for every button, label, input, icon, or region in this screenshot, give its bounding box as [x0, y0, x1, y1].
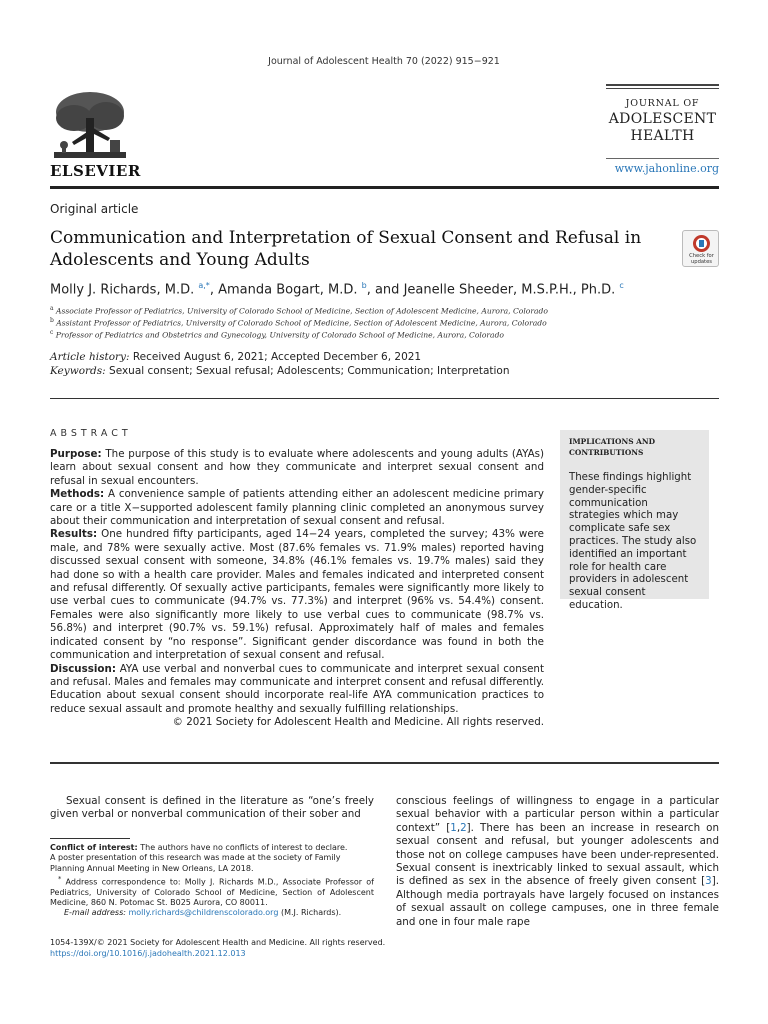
abstract-heading: ABSTRACT	[50, 428, 132, 439]
journal-box	[606, 84, 719, 186]
affiliation-mark: a	[50, 305, 54, 312]
abstract-copyright: © 2021 Society for Adolescent Health and Medicine. All rights reserved.	[172, 716, 544, 729]
methods-text: A convenience sample of patients attending either an adolescent medicine primary care or a title X−supported adolescent family planning clinic completed an anonymous survey about their communication and interpretation of sexual consent and refusal.	[50, 488, 544, 528]
abstract-methods	[50, 488, 544, 528]
keywords	[50, 365, 510, 377]
masthead	[50, 84, 719, 186]
footnote-email	[50, 908, 374, 918]
affiliation	[50, 329, 504, 340]
implications-box	[560, 430, 709, 611]
crossmark-label	[683, 253, 720, 265]
abstract-discussion	[50, 663, 544, 717]
article-history-text: Received August 6, 2021; Accepted December 6, 2021	[132, 351, 422, 363]
keywords-text: Sexual consent; Sexual refusal; Adolescents; Communication; Interpretation	[109, 365, 510, 377]
reference-link-2[interactable]: 2	[460, 821, 467, 834]
purpose-label: Purpose:	[50, 448, 102, 460]
article-title: Communication and Interpretation of Sexual Consent and Refusal in Adolescents and Young Adults	[50, 228, 642, 270]
email-label: E-mail address:	[64, 908, 126, 918]
author-affiliation-link[interactable]: c	[619, 281, 624, 290]
abstract-results	[50, 528, 544, 662]
correspondence-mark: *	[58, 874, 62, 883]
conflict-text: The authors have no conflicts of interest to declare.	[140, 843, 348, 852]
reference-link-3[interactable]: 3	[705, 875, 712, 888]
crossmark-label-line1: Check for	[689, 253, 714, 259]
implications-body: These findings highlight gender-specific communication strategies which may complicate safe sex practices. The study also identified an important role for health care providers in adolescent sexual consent education.	[569, 472, 697, 611]
body-text-part1: conscious feelings of willingness to engage in a particular sexual behavior with a particular person within a particular context” [	[396, 795, 719, 834]
article-type: Original article	[50, 202, 139, 216]
abstract-bottom-divider	[50, 762, 719, 764]
body-text-part2: ]. There has been an increase in research on sexual consent and refusal, but younger adolescents and those not on college campuses have been under-represented. Sexual consent is inextricably linked to sexual assault, which is defined as sex in the absence of freely given consent [	[396, 821, 719, 888]
journal-name-line2: ADOLESCENT	[608, 111, 717, 127]
abstract-purpose	[50, 448, 544, 488]
journal-name-line3: HEALTH	[630, 128, 695, 144]
journal-url-link[interactable]: www.jahonline.org	[614, 162, 719, 175]
implications-heading: IMPLICATIONS AND CONTRIBUTIONS	[569, 437, 656, 457]
conflict-label: Conflict of interest:	[50, 843, 138, 852]
crossmark-label-line2: updates	[691, 259, 712, 265]
footnote-divider	[50, 838, 130, 839]
abstract-top-divider	[50, 398, 719, 399]
article-history	[50, 351, 421, 363]
affiliation-text: Assistant Professor of Pediatrics, University of Colorado School of Medicine, Section of Adolescent Medicine, Aurora, Colorado	[56, 318, 547, 328]
author-name: Amanda Bogart, M.D.	[218, 282, 358, 298]
footnotes	[50, 843, 374, 919]
crossmark-button[interactable]	[682, 230, 719, 267]
affiliation-text: Associate Professor of Pediatrics, University of Colorado School of Medicine, Section of Adolescent Medicine, Aurora, Colorado	[56, 306, 548, 316]
article-history-label: Article history:	[50, 351, 130, 363]
journal-name-line1: JOURNAL OF	[625, 98, 700, 109]
issn-line: 1054-139X/© 2021 Society for Adolescent Health and Medicine. All rights reserved.	[50, 938, 386, 947]
footnote-conflict	[50, 843, 374, 853]
results-label: Results:	[50, 528, 98, 541]
bottom-metadata	[50, 937, 385, 959]
publisher-name: ELSEVIER	[50, 162, 141, 180]
discussion-label: Discussion:	[50, 662, 116, 675]
header-divider	[50, 186, 719, 189]
affiliation-mark: c	[50, 329, 54, 336]
author-name: Jeanelle Sheeder, M.S.P.H., Ph.D.	[403, 282, 616, 298]
author-separator: , and	[366, 282, 404, 298]
affiliation-text: Professor of Pediatrics and Obstetrics and Gynecology, University of Colorado School of Medicine, Aurora, Colorado	[55, 330, 505, 340]
keywords-label: Keywords:	[50, 365, 106, 377]
email-link[interactable]: molly.richards@childrenscolorado.org	[128, 908, 279, 918]
ref-separator: ,	[456, 821, 461, 834]
affiliation	[50, 317, 547, 328]
body-text-part3: ]. Although media portrayals have largely focused on instances of sexual assault on college campuses, one in three female and one in four male rape	[396, 875, 719, 928]
doi-link[interactable]: https://doi.org/10.1016/j.jadohealth.2021.12.013	[50, 949, 246, 958]
methods-label: Methods:	[50, 488, 105, 501]
author-name: Molly J. Richards, M.D.	[50, 282, 195, 298]
purpose-text: The purpose of this study is to evaluate where adolescents and young adults (AYAs) learn about sexual consent and how they communicate and interpret sexual consent and refusal in sexual encounters.	[50, 448, 544, 487]
affiliation-mark: b	[50, 317, 54, 324]
author-affiliation-link[interactable]: a,*	[198, 281, 210, 290]
journal-box-top-rule	[606, 84, 719, 89]
journal-citation: Journal of Adolescent Health 70 (2022) 915−921	[268, 56, 500, 67]
body-column-left	[50, 795, 374, 822]
body-paragraph: Sexual consent is defined in the literature as “one’s freely given verbal or nonverbal communication of their sober and	[50, 795, 374, 821]
abstract-body	[50, 448, 544, 730]
tree-logo-icon	[50, 90, 130, 162]
body-column-right	[396, 795, 719, 929]
author-affiliation-link[interactable]: b	[361, 281, 367, 290]
journal-name	[606, 98, 719, 144]
affiliation	[50, 305, 548, 316]
author-list	[50, 281, 624, 297]
crossmark-icon	[693, 235, 710, 252]
results-text: One hundred fifty participants, aged 14−24 years, completed the survey; 43% were male, and 78% were sexually active. Most (87.6% females vs. 71.9% males) reported having discussed sexual consent with someone, 34.8% (46.1% females vs. 19.7% males) said they had done so with a health care provider. Males and females indicated and interpreted consent and refusal differently. Of sexually active participants, females were significantly more likely to use verbal cues to communicate (94.7% vs. 77.3%) and interpret (96% vs. 54.4%) consent. Females were also significantly more likely to use verbal cues to communicate (98.7% vs. 56.8%) and interpret (90.7% vs. 59.1%) refusal. Approximately half of males and females indicated consent by “no response”. Significant gender discordance was found in both the communication and interpretation of sexual consent and refusal.	[50, 528, 544, 662]
discussion-text: AYA use verbal and nonverbal cues to communicate and interpret sexual consent and refusal. Males and females may communicate and interpret consent and refusal differently. Education about sexual consent should incorporate real-life AYA communication practices to reduce sexual assault and promote healthy and sexually fulfilling relationships.	[50, 662, 544, 715]
footnote-correspondence	[50, 874, 374, 909]
author-separator: ,	[209, 282, 219, 298]
journal-box-rule	[606, 158, 719, 159]
correspondence-text: Address correspondence to: Molly J. Richards M.D., Associate Professor of Pediatrics, University of Colorado School of Medicine, Section of Adolescent Medicine, 860 N. Potomac St. B025 Aurora, CO 80011.	[50, 877, 374, 908]
email-suffix: (M.J. Richards).	[280, 908, 342, 918]
reference-link-1[interactable]: 1	[450, 821, 457, 834]
footnote-poster: A poster presentation of this research was made at the society of Family Planning Annual Meeting in New Orleans, LA 2018.	[50, 853, 341, 873]
